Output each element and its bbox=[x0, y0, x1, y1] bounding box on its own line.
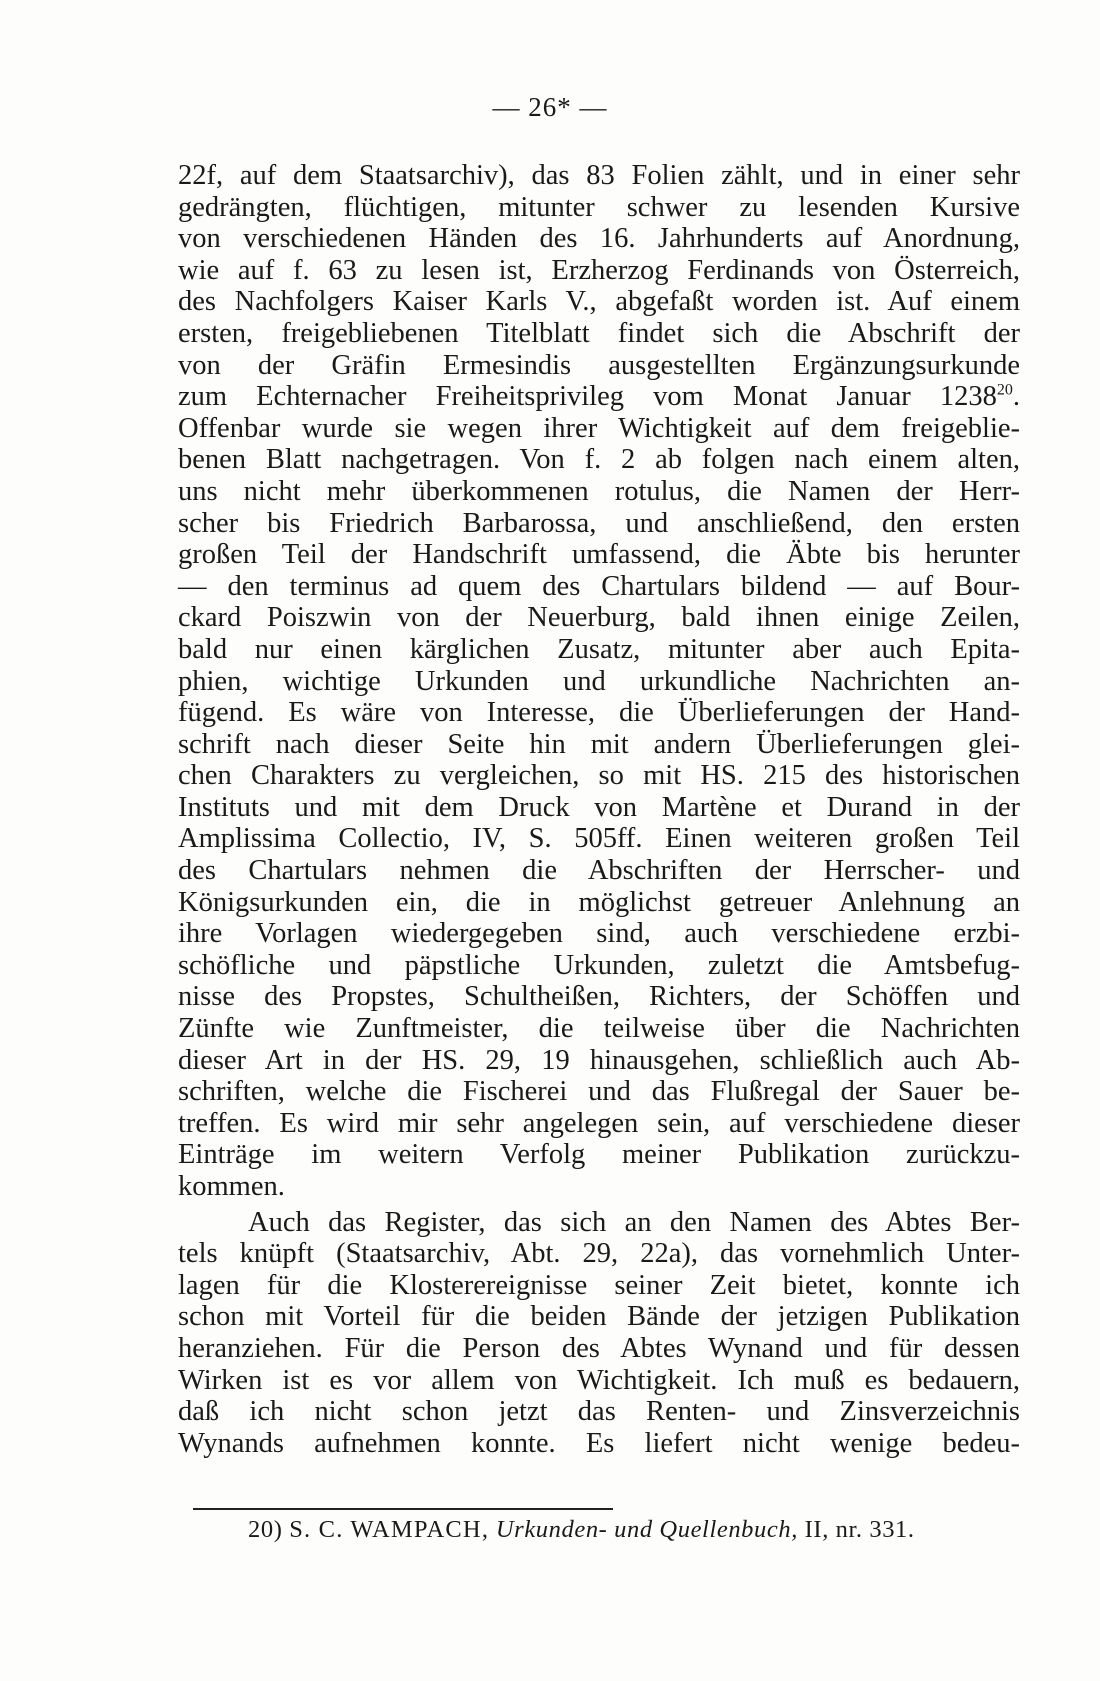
text-line: schon mit Vorteil für die beiden Bände der jetzigen Publikation bbox=[178, 1301, 1020, 1333]
text-line: Auch das Register, das sich an den Namen des Abtes Ber- bbox=[248, 1206, 1020, 1238]
text-line: kommen. bbox=[178, 1171, 285, 1202]
text-line: dieser Art in der HS. 29, 19 hinausgehen, schließlich auch Ab- bbox=[178, 1044, 1020, 1076]
text-line: ckard Poiszwin von der Neuerburg, bald ihnen einige Zeilen, bbox=[178, 602, 1020, 634]
text-line: Königsurkunden ein, die in möglichst getreuer Anlehnung an bbox=[178, 886, 1020, 918]
text-line: schriften, welche die Fischerei und das Flußregal der Sauer be- bbox=[178, 1076, 1020, 1108]
footnote-ref-suffix: . bbox=[1012, 381, 1020, 413]
paragraph-2 bbox=[178, 1207, 1020, 1460]
text-line: des Nachfolgers Kaiser Karls V., abgefaßt worden ist. Auf einem bbox=[178, 286, 1020, 318]
text-line: Offenbar wurde sie wegen ihrer Wichtigkeit auf dem freigeblie- bbox=[178, 412, 1020, 444]
text-line: Wirken ist es vor allem von Wichtigkeit. Ich muß es bedauern, bbox=[178, 1364, 1020, 1396]
text-line: schrift nach dieser Seite hin mit andern Überlieferungen glei- bbox=[178, 728, 1020, 760]
text-line: Instituts und mit dem Druck von Martène et Durand in der bbox=[178, 791, 1020, 823]
text-line: wie auf f. 63 zu lesen ist, Erzherzog Ferdinands von Österreich, bbox=[178, 254, 1020, 286]
text-line: Zünfte wie Zunftmeister, die teilweise über die Nachrichten bbox=[178, 1013, 1020, 1045]
text-line: daß ich nicht schon jetzt das Renten- und Zinsverzeichnis bbox=[178, 1396, 1020, 1428]
text-line: scher bis Friedrich Barbarossa, und anschließend, den ersten bbox=[178, 507, 1020, 539]
body-text bbox=[178, 160, 1020, 1459]
text-line: tels knüpft (Staatsarchiv, Abt. 29, 22a), das vornehmlich Unter- bbox=[178, 1238, 1020, 1270]
text-line-with-footnote-ref bbox=[178, 381, 1020, 413]
footnote-number: 20) bbox=[248, 1516, 283, 1543]
footnote-ref-marker: 20 bbox=[996, 381, 1013, 399]
text-line: nisse des Propstes, Schultheißen, Richters, der Schöffen und bbox=[178, 981, 1020, 1013]
text-line: von verschiedenen Händen des 16. Jahrhunderts auf Anordnung, bbox=[178, 223, 1020, 255]
text-line: uns nicht mehr überkommenen rotulus, die Namen der Herr- bbox=[178, 475, 1020, 507]
footnote-author: S. C. WAMPACH, bbox=[289, 1516, 490, 1543]
text-line: lagen für die Klosterereignisse seiner Zeit bietet, konnte ich bbox=[178, 1269, 1020, 1301]
text-line: benen Blatt nachgetragen. Von f. 2 ab folgen nach einem alten, bbox=[178, 444, 1020, 476]
text-line: ihre Vorlagen wiedergegeben sind, auch verschiedene erzbi- bbox=[178, 918, 1020, 950]
text-line: phien, wichtige Urkunden und urkundliche Nachrichten an- bbox=[178, 665, 1020, 697]
text-line: heranziehen. Für die Person des Abtes Wynand und für dessen bbox=[178, 1332, 1020, 1364]
text-line: von der Gräfin Ermesindis ausgestellten Ergänzungsurkunde bbox=[178, 349, 1020, 381]
text-line: gedrängten, flüchtigen, mitunter schwer zu lesenden Kursive bbox=[178, 191, 1020, 223]
text-line: des Chartulars nehmen die Abschriften der Herrscher- und bbox=[178, 855, 1020, 887]
footnote bbox=[248, 1516, 915, 1544]
text-line: Amplissima Collectio, IV, S. 505ff. Einen weiteren großen Teil bbox=[178, 823, 1020, 855]
page-number: — 26* — bbox=[492, 92, 608, 122]
text-line: treffen. Es wird mir sehr angelegen sein, auf verschiedene dieser bbox=[178, 1107, 1020, 1139]
footnote-rest: II, nr. 331. bbox=[804, 1516, 915, 1543]
text-line: Wynands aufnehmen konnte. Es liefert nicht wenige bedeu- bbox=[178, 1427, 1020, 1459]
text-line: chen Charakters zu vergleichen, so mit HS. 215 des historischen bbox=[178, 760, 1020, 792]
paragraph-1 bbox=[178, 160, 1020, 1203]
text-line: großen Teil der Handschrift umfassend, die Äbte bis herunter bbox=[178, 539, 1020, 571]
text-line: schöfliche und päpstliche Urkunden, zuletzt die Amtsbefug- bbox=[178, 949, 1020, 981]
text-line: — den terminus ad quem des Chartulars bildend — auf Bour- bbox=[178, 570, 1020, 602]
text-line: bald nur einen kärglichen Zusatz, mitunter aber auch Epita- bbox=[178, 633, 1020, 665]
text-line: fügend. Es wäre von Interesse, die Überlieferungen der Hand- bbox=[178, 697, 1020, 729]
text-line: ersten, freigebliebenen Titelblatt findet sich die Abschrift der bbox=[178, 317, 1020, 349]
footnote-rule bbox=[193, 1508, 613, 1510]
text-line-content: zum Echternacher Freiheitsprivileg vom Monat Januar 1238 bbox=[178, 381, 997, 413]
text-line: 22f, auf dem Staatsarchiv), das 83 Folien zählt, und in einer sehr bbox=[178, 160, 1020, 191]
text-line: Einträge im weitern Verfolg meiner Publikation zurückzu- bbox=[178, 1139, 1020, 1171]
footnote-title: Urkunden- und Quellenbuch, bbox=[495, 1516, 798, 1543]
